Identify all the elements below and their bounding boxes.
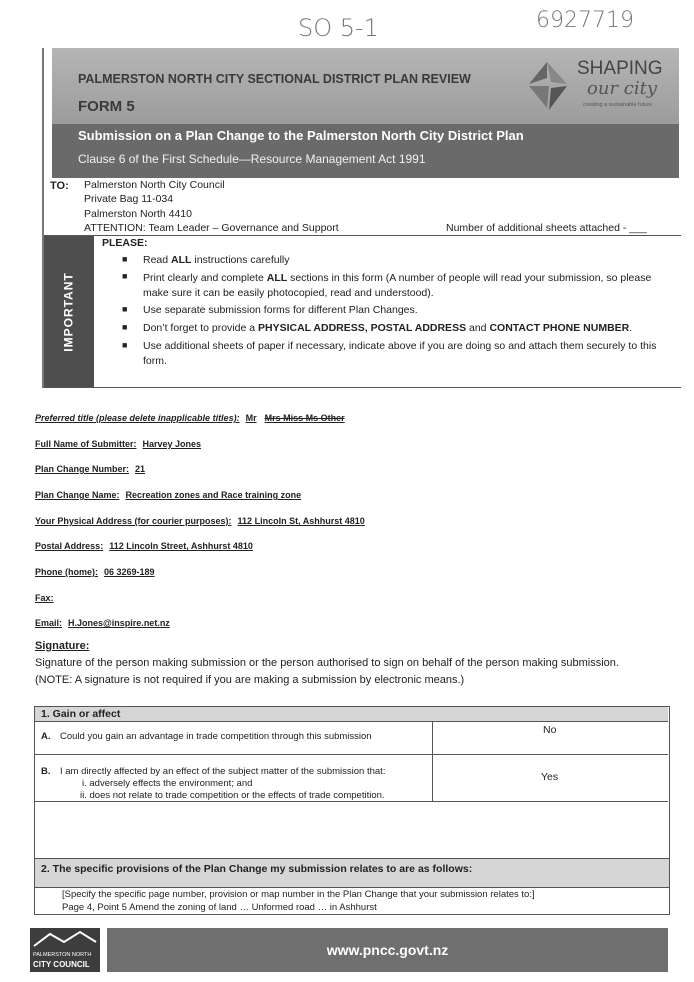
council-logo-icon [30, 928, 100, 950]
form-subtitle: Submission on a Plan Change to the Palmerston North City District Plan [78, 128, 524, 143]
footer-url[interactable]: www.pncc.govt.nz [326, 942, 449, 958]
shaping-our-city-logo [525, 56, 675, 114]
email-field: Email: H.Jones@inspire.net.nz [35, 618, 170, 628]
row-b-question: I am directly affected by an effect of the subject matter of the submission that: [60, 766, 386, 777]
provisions-value: Page 4, Point 5 Amend the zoning of land … Unformed road … in Ashhurst [62, 902, 377, 913]
instruction-3: Use separate submission forms for different Plan Changes. [143, 304, 418, 316]
phone-field: Phone (home): 06 3269-189 [35, 567, 155, 577]
to-line-4: ATTENTION: Team Leader – Governance and Support [84, 222, 339, 234]
row-a-letter: A. [41, 731, 51, 742]
signature-note: (NOTE: A signature is not required if you are making a submission by electronic means.) [35, 674, 465, 686]
important-label: IMPORTANT [62, 271, 76, 352]
to-label: TO: [50, 180, 69, 192]
postal-address-field: Postal Address: 112 Lincoln Street, Ashhurst 4810 [35, 541, 253, 551]
table-header-1 [35, 707, 668, 722]
row-b-item-ii: ii. does not relate to trade competition or the effects of trade competition. [80, 790, 385, 801]
handwritten-number: 6927719 [536, 8, 634, 33]
please-heading: PLEASE: [102, 237, 148, 249]
additional-sheets: Number of additional sheets attached - ___ [446, 222, 647, 234]
logo-our-city-text: our city [587, 78, 657, 99]
plan-change-number-field: Plan Change Number: 21 [35, 464, 146, 474]
plan-change-name-field: Plan Change Name: Recreation zones and Race training zone [35, 490, 302, 500]
handwritten-reference: SO 5-1 [298, 14, 379, 42]
instruction-4: Don’t forget to provide a PHYSICAL ADDRESS, POSTAL ADDRESS and CONTACT PHONE NUMBER. [143, 322, 633, 334]
form-clause: Clause 6 of the First Schedule—Resource Management Act 1991 [78, 152, 426, 166]
banner-title: PALMERSTON NORTH CITY SECTIONAL DISTRICT PLAN REVIEW [78, 72, 471, 86]
bullet-icon: ■ [122, 254, 128, 264]
preferred-title-field: Preferred title (please delete inapplicable titles): Mr Mrs Miss Ms Other [35, 413, 345, 423]
row-divider [35, 754, 668, 755]
form-number: FORM 5 [78, 98, 135, 115]
column-divider [432, 722, 433, 801]
bullet-icon: ■ [122, 322, 128, 332]
bullet-icon: ■ [122, 271, 128, 281]
row-a-answer: No [543, 724, 557, 736]
to-line-3: Palmerston North 4410 [84, 208, 192, 220]
logo-shaping-text: SHAPING [577, 58, 663, 79]
signature-label: Signature: [35, 640, 90, 652]
table-header-2 [34, 858, 670, 888]
bullet-icon: ■ [122, 304, 128, 314]
provisions-hint: [Specify the specific page number, provision or map number in the Plan Change that your submission relates to:] [62, 889, 535, 900]
logo-tagline: creating a sustainable future [583, 102, 653, 108]
instruction-1: Read ALL instructions carefully [143, 254, 290, 266]
row-b-letter: B. [41, 766, 51, 777]
row-a-question: Could you gain an advantage in trade competition through this submission [60, 731, 372, 742]
full-name-field: Full Name of Submitter: Harvey Jones [35, 439, 202, 449]
fax-field: Fax: [35, 593, 54, 603]
row-b-item-i: i. adversely effects the environment; and [82, 778, 253, 789]
row-b-answer: Yes [541, 771, 559, 783]
table-heading-provisions: 2. The specific provisions of the Plan Change my submission relates to are as follows: [41, 863, 473, 875]
instruction-2: Print clearly and complete ALL sections in this form (A number of people will read your submission, so please make sure it can be easily photocopied, read and understood). [143, 272, 652, 299]
table-heading-gain: 1. Gain or affect [41, 708, 121, 720]
council-logo-name: CITY COUNCIL [33, 960, 90, 969]
divider-bottom [44, 387, 681, 388]
council-logo-small: PALMERSTON NORTH [33, 952, 92, 958]
bullet-icon: ■ [122, 340, 128, 350]
physical-address-field: Your Physical Address (for courier purposes): 112 Lincoln St, Ashhurst 4810 [35, 516, 365, 526]
divider-top [44, 235, 681, 236]
instruction-5: Use additional sheets of paper if necessary, indicate above if you are doing so and attach them securely to this form. [143, 340, 657, 367]
to-line-2: Private Bag 11-034 [84, 193, 174, 205]
signature-line-1: Signature of the person making submission or the person authorised to sign on behalf of the person making submission. [35, 657, 619, 669]
row-divider [35, 801, 668, 802]
to-line-1: Palmerston North City Council [84, 179, 225, 191]
